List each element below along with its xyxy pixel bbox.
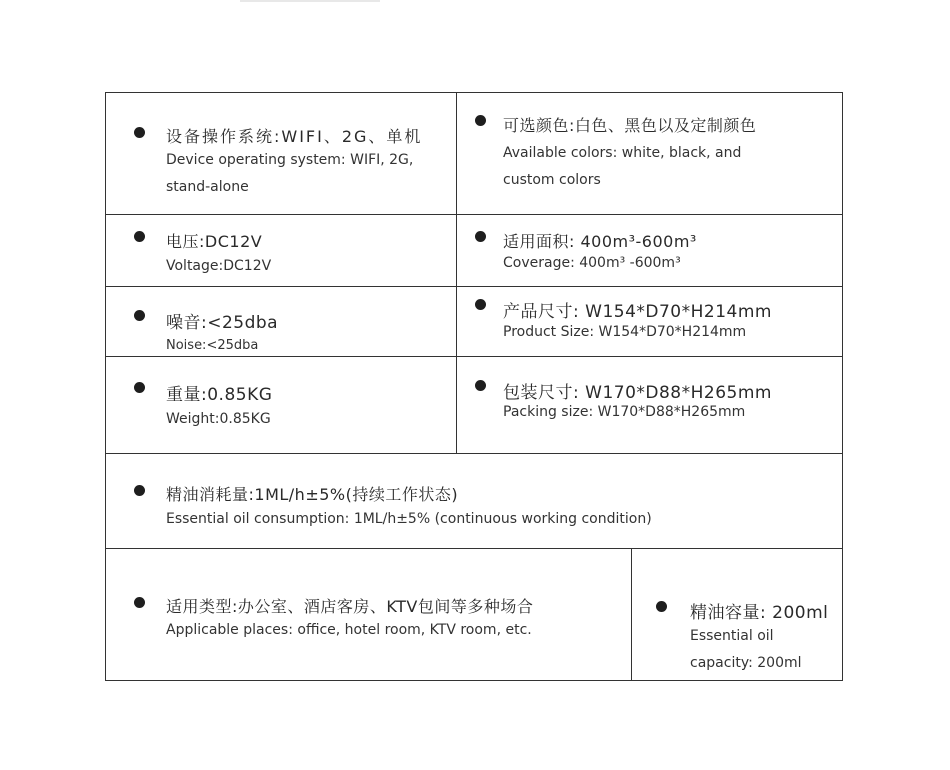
bullet-icon <box>656 601 667 612</box>
bullet-icon <box>475 380 486 391</box>
spec-product-size-zh: 产品尺寸: W154*D70*H214mm <box>503 302 772 322</box>
bullet-icon <box>134 382 145 393</box>
column-divider <box>456 92 457 454</box>
spec-weight-zh: 重量:0.85KG <box>166 385 273 405</box>
spec-voltage-zh: 电压:DC12V <box>166 232 263 251</box>
spec-packing-size-en: Packing size: W170*D88*H265mm <box>503 404 746 420</box>
bullet-icon <box>134 597 145 608</box>
bullet-icon <box>475 299 486 310</box>
spec-oil-capacity-en-cont: capacity: 200ml <box>690 655 802 671</box>
spec-noise-zh: 噪音:<25dba <box>166 313 279 333</box>
spec-noise-en: Noise:<25dba <box>166 338 259 353</box>
row-divider <box>105 453 843 454</box>
bullet-icon <box>134 231 145 242</box>
spec-voltage-en: Voltage:DC12V <box>166 258 272 274</box>
row-divider <box>105 548 843 549</box>
spec-places-zh: 适用类型:办公室、酒店客房、KTV包间等多种场合 <box>166 597 534 616</box>
spec-os-en-cont: stand-alone <box>166 179 249 195</box>
row-divider <box>105 356 843 357</box>
row-divider <box>105 214 843 215</box>
spec-oil-consumption-en: Essential oil consumption: 1ML/h±5% (continuous working condition) <box>166 511 652 527</box>
top-decoration <box>240 0 380 2</box>
spec-os-en: Device operating system: WIFI, 2G, <box>166 152 414 168</box>
spec-oil-capacity-en: Essential oil <box>690 628 774 644</box>
bullet-icon <box>475 231 486 242</box>
spec-colors-en: Available colors: white, black, and <box>503 145 742 161</box>
spec-colors-zh: 可选颜色:白色、黑色以及定制颜色 <box>503 116 757 135</box>
spec-coverage-en: Coverage: 400m³ -600m³ <box>503 255 681 271</box>
spec-product-size-en: Product Size: W154*D70*H214mm <box>503 324 747 340</box>
row-divider <box>105 286 843 287</box>
spec-packing-size-zh: 包装尺寸: W170*D88*H265mm <box>503 383 772 403</box>
bullet-icon <box>134 127 145 138</box>
spec-weight-en: Weight:0.85KG <box>166 411 271 427</box>
spec-oil-capacity-zh: 精油容量: 200ml <box>690 603 829 623</box>
spec-places-en: Applicable places: office, hotel room, KTV room, etc. <box>166 622 532 638</box>
column-divider <box>631 548 632 681</box>
spec-os-zh: 设备操作系统:WIFI、2G、单机 <box>166 127 423 146</box>
spec-colors-en-cont: custom colors <box>503 172 601 188</box>
bullet-icon <box>134 485 145 496</box>
spec-oil-consumption-zh: 精油消耗量:1ML/h±5%(持续工作状态) <box>166 485 459 504</box>
bullet-icon <box>134 310 145 321</box>
spec-coverage-zh: 适用面积: 400m³-600m³ <box>503 232 697 251</box>
bullet-icon <box>475 115 486 126</box>
